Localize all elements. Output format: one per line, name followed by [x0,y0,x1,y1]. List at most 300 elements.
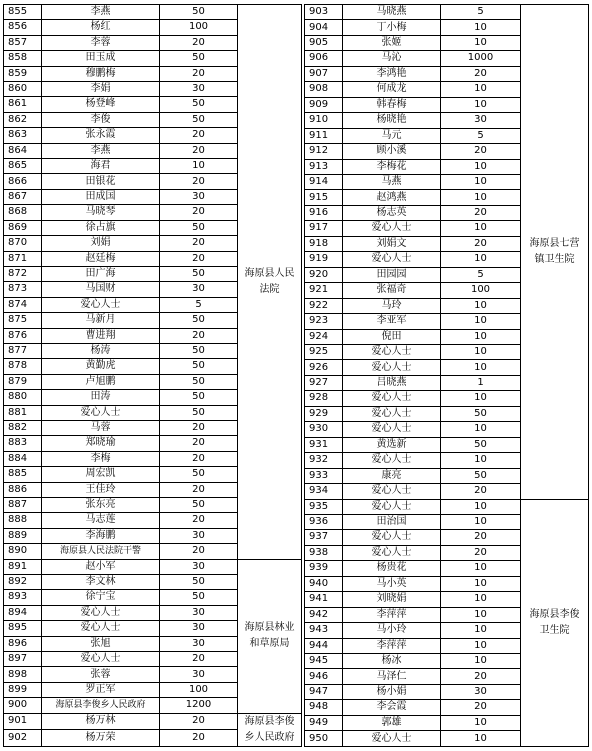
row-number: 940 [305,576,343,591]
donation-amount: 50 [160,467,238,482]
donation-amount: 10 [441,159,521,174]
table-row [4,5,302,20]
donation-amount: 20 [441,545,521,560]
donation-amount: 5 [441,128,521,143]
donation-amount: 50 [160,405,238,420]
donation-amount: 50 [160,313,238,328]
donation-amount: 10 [441,20,521,35]
donor-name: 马小玲 [343,623,441,638]
donor-name: 海原县人民法院干警 [42,544,160,559]
donor-name: 爱心人士 [343,360,441,375]
row-number: 877 [4,343,42,358]
row-number: 873 [4,282,42,297]
row-number: 941 [305,592,343,607]
donation-amount: 10 [441,514,521,529]
row-number: 884 [4,451,42,466]
donor-name: 张旭 [42,636,160,651]
donation-amount: 100 [441,283,521,298]
donor-name: 马元 [343,128,441,143]
donation-amount: 10 [441,298,521,313]
organization-name: 海原县李俊卫生院 [529,608,580,636]
donation-amount: 10 [441,221,521,236]
row-number: 896 [4,636,42,651]
donor-name: 爱心人士 [42,297,160,312]
donor-name: 李梅花 [343,159,441,174]
row-number: 862 [4,112,42,127]
row-number: 946 [305,669,343,684]
row-number: 887 [4,498,42,513]
donation-amount: 1 [441,375,521,390]
donation-amount: 10 [160,159,238,174]
donation-amount: 1000 [441,51,521,66]
donation-amount: 20 [441,484,521,499]
donation-amount: 10 [441,499,521,514]
table-row [305,5,589,20]
donor-name: 爱心人士 [42,652,160,667]
donation-amount: 20 [160,730,238,747]
donor-name: 田成国 [42,189,160,204]
row-number: 880 [4,390,42,405]
donation-amount: 30 [160,189,238,204]
row-number: 924 [305,329,343,344]
row-number: 883 [4,436,42,451]
donation-amount: 50 [160,575,238,590]
donor-name: 刘娟 [42,236,160,251]
row-number: 857 [4,35,42,50]
donation-amount: 10 [441,174,521,189]
row-number: 912 [305,144,343,159]
donor-name: 李萍萍 [343,638,441,653]
donation-tables [3,4,589,747]
row-number: 892 [4,575,42,590]
donor-name: 杨志英 [343,205,441,220]
row-number: 929 [305,406,343,421]
donation-amount: 30 [160,559,238,574]
donation-amount: 20 [441,530,521,545]
donor-name: 刘娟文 [343,236,441,251]
donation-amount: 10 [441,391,521,406]
donor-name: 马晓琴 [42,205,160,220]
donor-name: 爱心人士 [343,252,441,267]
row-number: 916 [305,205,343,220]
donor-name: 杨小娟 [343,684,441,699]
donor-name: 张姬 [343,35,441,50]
row-number: 926 [305,360,343,375]
row-number: 901 [4,713,42,730]
donor-name: 田银花 [42,174,160,189]
donation-amount: 20 [160,482,238,497]
donor-name: 赵鸿燕 [343,190,441,205]
row-number: 868 [4,205,42,220]
table-row [305,499,589,514]
donor-name: 张永霞 [42,128,160,143]
donation-amount: 5 [160,297,238,312]
donor-name: 徐宁宝 [42,590,160,605]
donor-name: 田广海 [42,266,160,281]
donation-amount: 20 [160,128,238,143]
row-number: 935 [305,499,343,514]
donor-name: 马小英 [343,576,441,591]
donor-name: 李萍萍 [343,607,441,622]
donation-amount: 30 [160,636,238,651]
donor-name: 田园园 [343,267,441,282]
row-number: 869 [4,220,42,235]
donation-amount: 20 [441,236,521,251]
donor-name: 顾小溪 [343,144,441,159]
donation-amount: 10 [441,576,521,591]
donor-name: 李文林 [42,575,160,590]
donor-name: 杨登峰 [42,97,160,112]
donation-amount: 10 [441,607,521,622]
row-number: 878 [4,359,42,374]
table-row [4,559,302,574]
donation-amount: 10 [441,715,521,730]
donor-name: 卢旭鹏 [42,374,160,389]
row-number: 934 [305,484,343,499]
row-number: 864 [4,143,42,158]
donation-amount: 10 [441,654,521,669]
row-number: 915 [305,190,343,205]
row-number: 948 [305,700,343,715]
donation-amount: 100 [160,682,238,697]
donor-name: 何成龙 [343,82,441,97]
donor-name: 爱心人士 [343,530,441,545]
row-number: 897 [4,652,42,667]
donation-amount: 10 [441,314,521,329]
donor-name: 马燕 [343,174,441,189]
row-number: 921 [305,283,343,298]
row-number: 923 [305,314,343,329]
donation-amount: 20 [441,700,521,715]
donor-name: 杨红 [42,20,160,35]
row-number: 871 [4,251,42,266]
donor-name: 爱心人士 [42,621,160,636]
donor-name: 罗正军 [42,682,160,697]
donor-name: 李海鹏 [42,528,160,543]
donation-amount: 50 [160,498,238,513]
row-number: 893 [4,590,42,605]
donation-amount: 10 [441,453,521,468]
donation-amount: 50 [160,97,238,112]
donor-name: 郑晓瑜 [42,436,160,451]
donor-name: 田玉成 [42,51,160,66]
donation-amount: 20 [441,66,521,81]
donor-name: 李梅 [42,451,160,466]
donation-amount: 50 [160,112,238,127]
donation-amount: 50 [160,374,238,389]
row-number: 930 [305,422,343,437]
row-number: 865 [4,159,42,174]
donation-amount: 10 [441,592,521,607]
donor-name: 徐占旗 [42,220,160,235]
row-number: 942 [305,607,343,622]
row-number: 931 [305,437,343,452]
donation-amount: 50 [441,406,521,421]
donation-amount: 20 [160,420,238,435]
donor-name: 爱心人士 [343,499,441,514]
donor-name: 杨贵花 [343,561,441,576]
donation-amount: 10 [441,623,521,638]
donation-amount: 20 [160,251,238,266]
donor-name: 韩春梅 [343,97,441,112]
row-number: 861 [4,97,42,112]
row-number: 927 [305,375,343,390]
donation-amount: 10 [441,360,521,375]
row-number: 895 [4,621,42,636]
donation-amount: 20 [441,205,521,220]
donation-amount: 30 [160,528,238,543]
donation-amount: 20 [160,143,238,158]
row-number: 894 [4,605,42,620]
row-number: 900 [4,698,42,713]
row-number: 937 [305,530,343,545]
row-number: 889 [4,528,42,543]
donor-name: 爱心人士 [343,484,441,499]
donor-name: 张福奇 [343,283,441,298]
row-number: 879 [4,374,42,389]
donation-amount: 10 [441,344,521,359]
row-number: 866 [4,174,42,189]
donor-name: 赵廷梅 [42,251,160,266]
donation-amount: 20 [160,205,238,220]
row-number: 881 [4,405,42,420]
organization-cell [238,713,302,746]
donation-amount: 100 [160,20,238,35]
donor-name: 黄勤虎 [42,359,160,374]
donation-amount: 10 [441,731,521,747]
donation-amount: 20 [160,544,238,559]
organization-cell [238,5,302,560]
row-number: 870 [4,236,42,251]
organization-name: 海原县李俊乡人民政府 [244,715,295,743]
row-number: 936 [305,514,343,529]
donation-amount: 30 [441,113,521,128]
row-number: 950 [305,731,343,747]
donor-name: 爱心人士 [343,422,441,437]
donation-amount: 10 [441,82,521,97]
donation-amount: 10 [441,329,521,344]
donation-amount: 20 [160,236,238,251]
donor-name: 吕晓燕 [343,375,441,390]
donation-amount: 20 [160,652,238,667]
donation-amount: 50 [160,266,238,281]
donor-name: 田涛 [42,390,160,405]
donation-amount: 30 [160,282,238,297]
donation-amount: 5 [441,5,521,20]
donor-name: 爱心人士 [343,221,441,236]
organization-cell [521,5,589,500]
donor-name: 周宏凯 [42,467,160,482]
donor-name: 马玲 [343,298,441,313]
row-number: 867 [4,189,42,204]
donation-amount: 20 [160,713,238,730]
donor-name: 杨涛 [42,343,160,358]
donation-amount: 20 [441,144,521,159]
organization-name: 海原县林业和草原局 [244,622,295,650]
row-number: 933 [305,468,343,483]
organization-name: 海原县七营镇卫生院 [529,237,580,265]
donor-name: 李鸿艳 [343,66,441,81]
donor-name: 曹进翔 [42,328,160,343]
donor-name: 刘晓娟 [343,592,441,607]
donor-name: 马晓燕 [343,5,441,20]
row-number: 949 [305,715,343,730]
row-number: 904 [305,20,343,35]
row-number: 914 [305,174,343,189]
row-number: 908 [305,82,343,97]
row-number: 875 [4,313,42,328]
row-number: 944 [305,638,343,653]
donation-amount: 10 [441,252,521,267]
donor-name: 张蓉 [42,667,160,682]
donation-amount: 30 [160,667,238,682]
donation-amount: 20 [160,35,238,50]
donation-amount: 10 [441,561,521,576]
row-number: 920 [305,267,343,282]
donation-amount: 10 [441,638,521,653]
donation-amount: 10 [441,35,521,50]
row-number: 882 [4,420,42,435]
donation-amount: 1200 [160,698,238,713]
donor-name: 康亮 [343,468,441,483]
donor-name: 爱心人士 [343,731,441,747]
donor-name: 李会霞 [343,700,441,715]
donor-name: 海原县李俊乡人民政府 [42,698,160,713]
row-number: 939 [305,561,343,576]
row-number: 945 [305,654,343,669]
donor-name: 马蓉 [42,420,160,435]
row-number: 905 [305,35,343,50]
donation-amount: 20 [441,669,521,684]
donor-name: 李蓉 [42,35,160,50]
row-number: 947 [305,684,343,699]
row-number: 885 [4,467,42,482]
donor-name: 爱心人士 [343,453,441,468]
donation-amount: 50 [160,5,238,20]
donation-amount: 50 [160,220,238,235]
row-number: 872 [4,266,42,281]
donation-amount: 30 [160,621,238,636]
row-number: 928 [305,391,343,406]
donor-name: 张东亮 [42,498,160,513]
donation-amount: 5 [441,267,521,282]
row-number: 907 [305,66,343,81]
organization-name: 海原县人民法院 [244,267,295,295]
donation-amount: 50 [441,437,521,452]
row-number: 858 [4,51,42,66]
row-number: 932 [305,453,343,468]
row-number: 876 [4,328,42,343]
row-number: 917 [305,221,343,236]
row-number: 903 [305,5,343,20]
left-donation-table [3,4,302,747]
donor-name: 穆鹏梅 [42,66,160,81]
row-number: 902 [4,730,42,747]
donor-name: 郭雄 [343,715,441,730]
donation-amount: 50 [160,390,238,405]
row-number: 922 [305,298,343,313]
row-number: 856 [4,20,42,35]
row-number: 855 [4,5,42,20]
row-number: 925 [305,344,343,359]
donor-name: 爱心人士 [343,344,441,359]
donation-amount: 10 [441,97,521,112]
donation-amount: 20 [160,436,238,451]
donation-amount: 30 [441,684,521,699]
donor-name: 李俊 [42,112,160,127]
row-number: 918 [305,236,343,251]
donor-name: 杨晓艳 [343,113,441,128]
donor-name: 王佳玲 [42,482,160,497]
row-number: 888 [4,513,42,528]
row-number: 943 [305,623,343,638]
row-number: 906 [305,51,343,66]
right-donation-table [304,4,589,747]
row-number: 886 [4,482,42,497]
donor-name: 黄选新 [343,437,441,452]
donor-name: 倪田 [343,329,441,344]
row-number: 909 [305,97,343,112]
donor-name: 赵小军 [42,559,160,574]
donor-name: 丁小梅 [343,20,441,35]
row-number: 913 [305,159,343,174]
donor-name: 马志莲 [42,513,160,528]
donor-name: 李娟 [42,82,160,97]
donation-amount: 50 [160,590,238,605]
donation-amount: 50 [160,343,238,358]
row-number: 859 [4,66,42,81]
donor-name: 杨万荣 [42,730,160,747]
row-number: 938 [305,545,343,560]
donor-name: 田治国 [343,514,441,529]
donor-name: 马新月 [42,313,160,328]
donor-name: 爱心人士 [343,545,441,560]
row-number: 911 [305,128,343,143]
row-number: 919 [305,252,343,267]
donation-amount: 20 [160,174,238,189]
donor-name: 爱心人士 [343,406,441,421]
organization-cell [238,559,302,713]
donation-amount: 10 [441,422,521,437]
donor-name: 李燕 [42,143,160,158]
donor-name: 李燕 [42,5,160,20]
donation-amount: 20 [160,328,238,343]
donor-name: 马国财 [42,282,160,297]
donation-amount: 20 [160,66,238,81]
donation-amount: 30 [160,82,238,97]
row-number: 890 [4,544,42,559]
donation-amount: 20 [160,513,238,528]
donation-amount: 10 [441,190,521,205]
table-row [4,713,302,730]
donor-name: 爱心人士 [343,391,441,406]
row-number: 910 [305,113,343,128]
row-number: 898 [4,667,42,682]
donor-name: 马泽仁 [343,669,441,684]
donor-name: 海君 [42,159,160,174]
donor-name: 马沁 [343,51,441,66]
donation-amount: 30 [160,605,238,620]
donor-name: 爱心人士 [42,405,160,420]
organization-cell [521,499,589,747]
donation-amount: 50 [160,359,238,374]
row-number: 899 [4,682,42,697]
donor-name: 爱心人士 [42,605,160,620]
donation-amount: 50 [160,51,238,66]
donation-amount: 20 [160,451,238,466]
donor-name: 杨万林 [42,713,160,730]
row-number: 863 [4,128,42,143]
